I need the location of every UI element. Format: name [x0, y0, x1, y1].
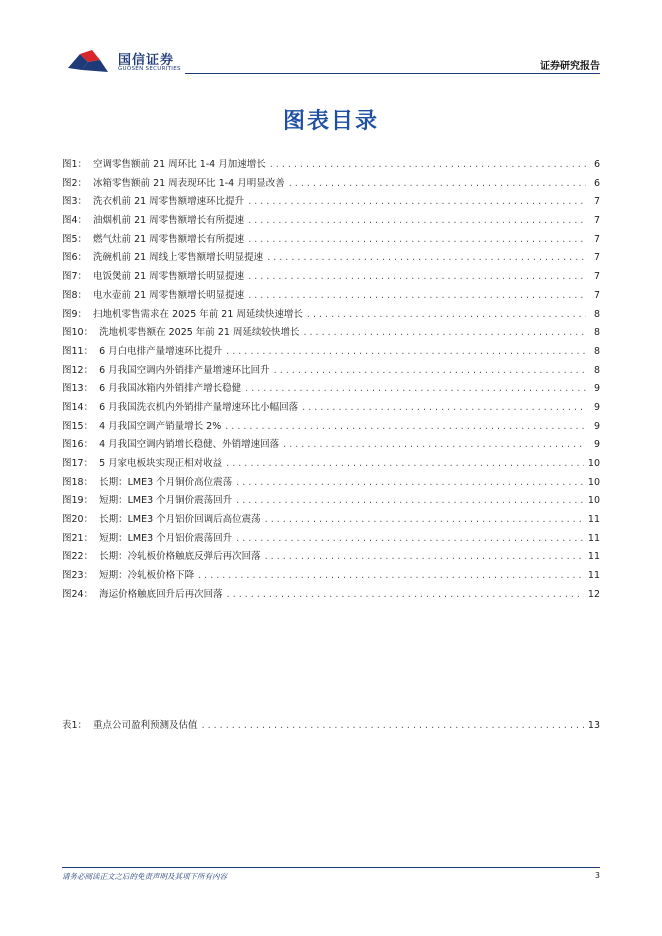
header-divider [185, 73, 600, 74]
toc-entry-title: 油烟机前 21 周零售额增长有所提速 [93, 215, 245, 227]
toc-entry-page: 7 [593, 196, 600, 208]
toc-entry-title: 洗地机零售额在 2025 年前 21 周延续较快增长 [99, 327, 300, 339]
toc-entry-title: 6 月我国空调内外销排产量增速环比回升 [99, 364, 270, 376]
figure-toc-entry[interactable] [62, 474, 600, 493]
toc-entry-page: 10 [587, 458, 600, 469]
toc-entry-title: 扫地机零售需求在 2025 年前 21 周延续快速增长 [93, 308, 303, 320]
toc-entry-page: 11 [587, 551, 600, 563]
toc-entry-title: 6 月白电排产量增速环比提升 [99, 345, 223, 357]
toc-dot-leader [265, 511, 584, 530]
toc-entry-page: 7 [593, 215, 600, 227]
toc-entry-label: 图7： [62, 271, 88, 283]
toc-entry-label: 图18： [62, 476, 94, 488]
toc-entry-label: 图24： [62, 588, 94, 600]
toc-entry-title: 冰箱零售额前 21 周表现环比 1-4 月明显改善 [93, 177, 285, 189]
toc-entry-page: 13 [587, 720, 600, 731]
toc-entry-label: 图15： [62, 420, 94, 432]
toc-entry-title: 短期：冷轧板价格下降 [99, 570, 195, 582]
toc-entry-label: 图6： [62, 252, 88, 264]
toc-entry-label: 图12： [62, 364, 94, 376]
toc-entry-page: 9 [593, 420, 600, 432]
toc-entry-page: 7 [593, 289, 600, 301]
figure-toc-entry[interactable] [62, 530, 600, 549]
toc-entry-page: 11 [587, 532, 600, 544]
toc-entry-page: 8 [593, 327, 600, 339]
toc-dot-leader [248, 287, 586, 306]
toc-dot-leader [303, 324, 586, 343]
figure-toc-entry[interactable] [62, 492, 600, 511]
toc-entry-label: 图2： [62, 177, 88, 189]
toc-entry-page: 8 [593, 345, 600, 357]
toc-entry-page: 7 [593, 233, 600, 245]
toc-entry-title: 长期：冷轧板价格触底反弹后再次回落 [99, 551, 261, 563]
toc-entry-title: 短期：LME3 个月铜价震荡回升 [99, 495, 233, 507]
toc-entry-page: 12 [587, 588, 600, 600]
figure-toc-entry[interactable] [62, 193, 600, 212]
toc-entry-title: 4 月我国空调内销增长稳健、外销增速回落 [99, 439, 280, 451]
figure-toc-entry[interactable] [62, 455, 600, 474]
toc-dot-leader [227, 586, 584, 605]
toc-dot-leader [225, 418, 586, 437]
figure-toc-entry[interactable] [62, 548, 600, 567]
toc-entry-title: 长期：LME3 个月铝价回调后高位震荡 [99, 514, 261, 526]
toc-entry-label: 图20： [62, 514, 94, 526]
figure-toc-entry[interactable] [62, 399, 600, 418]
toc-dot-leader [270, 156, 586, 175]
toc-dot-leader [226, 343, 586, 362]
toc-dot-leader [302, 399, 586, 418]
toc-entry-label: 表1： [62, 720, 88, 731]
toc-entry-page: 8 [593, 308, 600, 320]
logo-chinese-name: 国信证券 [118, 53, 175, 68]
figure-toc-entry[interactable] [62, 287, 600, 306]
toc-entry-page: 9 [593, 439, 600, 451]
toc-entry-title: 海运价格触底回升后再次回落 [99, 588, 223, 600]
toc-dot-leader [248, 231, 586, 250]
figure-toc-entry[interactable] [62, 362, 600, 381]
toc-entry-label: 图22： [62, 551, 94, 563]
toc-entry-label: 图13： [62, 383, 94, 395]
toc-dot-leader [202, 717, 584, 736]
figure-toc-entry[interactable] [62, 436, 600, 455]
toc-entry-label: 图14： [62, 401, 94, 413]
footer-divider [62, 867, 600, 868]
toc-entry-label: 图1： [62, 159, 88, 170]
company-logo [66, 46, 186, 78]
toc-entry-page: 11 [587, 514, 600, 526]
guosen-logo-icon [66, 48, 110, 76]
toc-entry-title: 电饭煲前 21 周零售额增长明显提速 [93, 271, 245, 283]
toc-entry-title: 4 月我国空调产销量增长 2% [99, 420, 222, 432]
toc-dot-leader [274, 362, 586, 381]
toc-dot-leader [283, 436, 586, 455]
toc-entry-page: 9 [593, 383, 600, 395]
toc-entry-title: 6 月我国洗衣机内外销排产量增速环比小幅回落 [99, 401, 299, 413]
toc-entry-title: 重点公司盈利预测及估值 [93, 720, 198, 731]
toc-entry-label: 图9： [62, 308, 88, 320]
toc-dot-leader [226, 455, 584, 474]
table-toc-entry[interactable] [62, 717, 600, 736]
table-list [62, 717, 600, 736]
toc-entry-title: 电水壶前 21 周零售额增长明显提速 [93, 289, 245, 301]
figure-toc-entry[interactable] [62, 212, 600, 231]
toc-entry-page: 7 [593, 271, 600, 283]
toc-entry-label: 图17： [62, 458, 94, 469]
toc-entry-title: 洗碗机前 21 周线上零售额增长明显提速 [93, 252, 264, 264]
toc-dot-leader [248, 268, 586, 287]
toc-entry-page: 8 [593, 364, 600, 376]
toc-entry-label: 图10： [62, 327, 94, 339]
toc-entry-label: 图8： [62, 289, 88, 301]
toc-entry-title: 6 月我国冰箱内外销排产增长稳健 [99, 383, 242, 395]
figure-list [62, 156, 600, 605]
toc-dot-leader [265, 548, 584, 567]
toc-entry-page: 10 [587, 476, 600, 488]
figure-toc-entry[interactable] [62, 511, 600, 530]
toc-dot-leader [289, 175, 586, 194]
figure-toc-entry[interactable] [62, 175, 600, 194]
toc-entry-label: 图4： [62, 215, 88, 227]
page-header [0, 0, 662, 80]
toc-entry-title: 5 月家电板块实现正相对收益 [99, 458, 223, 469]
toc-entry-page: 7 [593, 252, 600, 264]
toc-entry-label: 图21： [62, 532, 94, 544]
toc-entry-title: 洗衣机前 21 周零售额增速环比提升 [93, 196, 245, 208]
toc-entry-label: 图5： [62, 233, 88, 245]
toc-entry-title: 短期：LME3 个月铝价震荡回升 [99, 532, 233, 544]
toc-entry-page: 9 [593, 401, 600, 413]
figure-toc-entry[interactable] [62, 231, 600, 250]
toc-dot-leader [248, 212, 586, 231]
toc-entry-page: 6 [593, 177, 600, 189]
toc-dot-leader [236, 530, 584, 549]
figure-toc-entry[interactable] [62, 306, 600, 325]
toc-entry-label: 图23： [62, 570, 94, 582]
page-number: 3 [594, 871, 600, 880]
toc-entry-page: 11 [587, 570, 600, 582]
figure-toc-entry[interactable] [62, 156, 600, 175]
figure-toc-entry[interactable] [62, 586, 600, 605]
report-type-label: 证券研究报告 [540, 61, 600, 72]
figure-toc-entry[interactable] [62, 324, 600, 343]
figure-toc-entry[interactable] [62, 249, 600, 268]
toc-dot-leader [198, 567, 584, 586]
toc-entry-label: 图19： [62, 495, 94, 507]
toc-dot-leader [307, 306, 586, 325]
page-title: 图表目录 [282, 109, 379, 134]
disclaimer-note: 请务必阅读正文之后的免责声明及其项下所有内容 [62, 872, 227, 881]
figure-toc-entry[interactable] [62, 268, 600, 287]
toc-dot-leader [236, 474, 584, 493]
toc-entry-page: 10 [587, 495, 600, 507]
figure-toc-entry[interactable] [62, 418, 600, 437]
figure-toc-entry[interactable] [62, 380, 600, 399]
toc-dot-leader [236, 492, 584, 511]
toc-entry-label: 图3： [62, 196, 88, 208]
toc-dot-leader [248, 193, 586, 212]
figure-toc-entry[interactable] [62, 567, 600, 586]
toc-entry-title: 长期：LME3 个月铜价高位震荡 [99, 476, 233, 488]
toc-dot-leader [245, 380, 586, 399]
toc-dot-leader [267, 249, 586, 268]
figure-toc-entry[interactable] [62, 343, 600, 362]
toc-entry-page: 6 [593, 159, 600, 170]
logo-english-name: GUOSEN SECURITIES [118, 66, 181, 72]
toc-entry-title: 空调零售额前 21 周环比 1-4 月加速增长 [93, 159, 266, 170]
toc-entry-label: 图11： [62, 345, 94, 357]
toc-entry-label: 图16： [62, 439, 94, 451]
toc-entry-title: 燃气灶前 21 周零售额增长有所提速 [93, 233, 245, 245]
